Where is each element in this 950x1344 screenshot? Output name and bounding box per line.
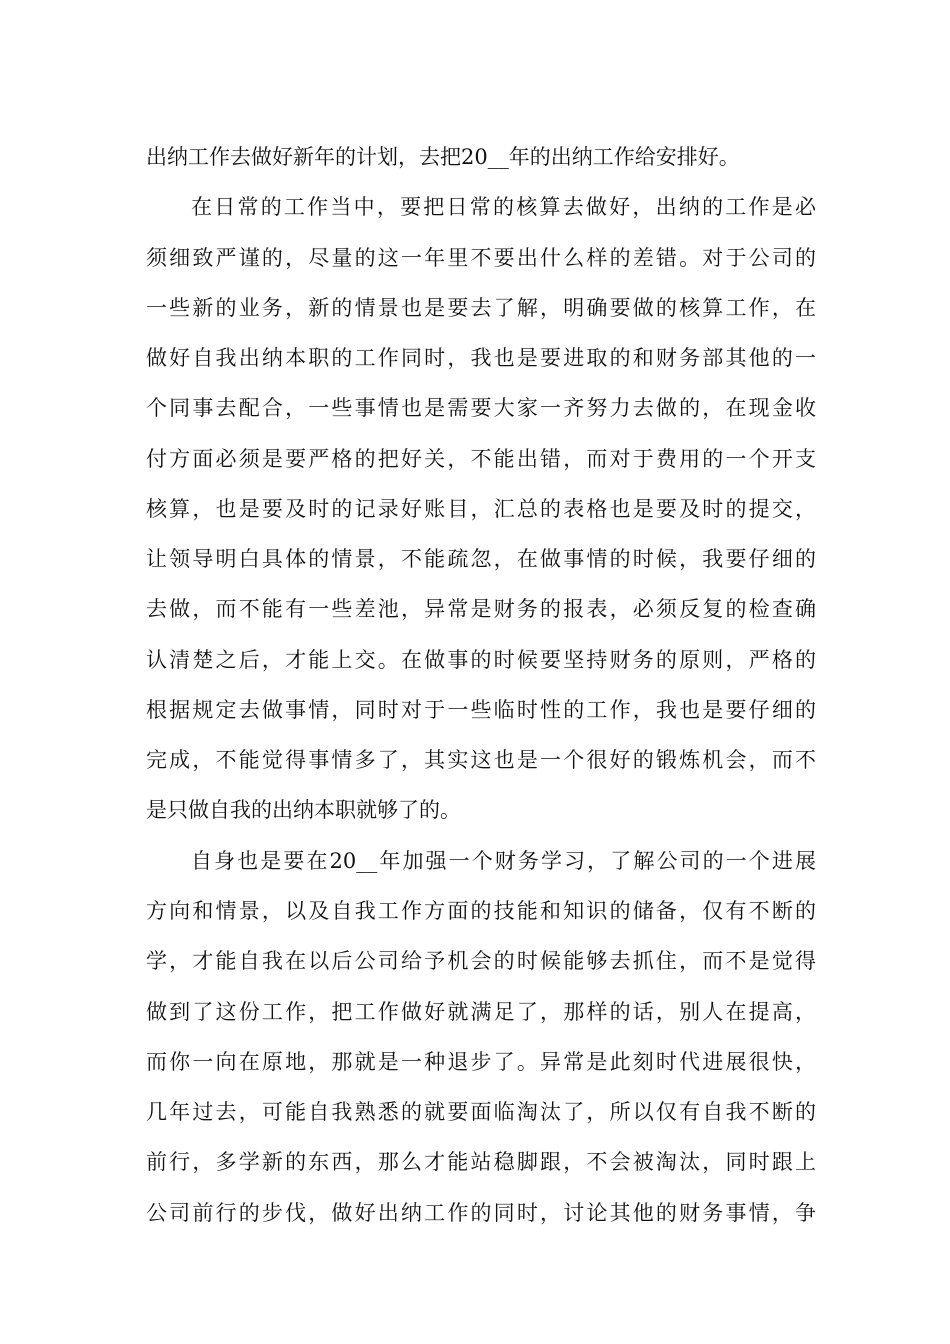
body-text: [146, 132, 816, 1238]
paragraph-start-line: 在日常的工作当中，要把日常的核算去做好，出纳的工作是必: [191, 195, 816, 220]
text-line: 去做，而不能有一些差池，异常是财务的报表，必须反复的检查确: [146, 597, 816, 622]
text-line: 个同事去配合，一些事情也是需要大家一齐努力去做的，在现金收: [146, 396, 816, 421]
text-line: 一些新的业务，新的情景也是要去了解，明确要做的核算工作，在: [146, 295, 816, 320]
text-line: 须细致严谨的，尽量的这一年里不要出什么样的差错。对于公司的: [146, 245, 816, 270]
paragraph-start-line: 自身也是要在20__年加强一个财务学习，了解公司的一个进展: [191, 848, 816, 873]
text-line: 出纳工作去做好新年的计划，去把20__年的出纳工作给安排好。: [146, 145, 740, 169]
text-line: 完成，不能觉得事情多了，其实这也是一个很好的锻炼机会，而不: [146, 748, 816, 773]
text-line: 方向和情景，以及自我工作方面的技能和知识的储备，仅有不断的: [146, 898, 816, 923]
text-line: 公司前行的步伐，做好出纳工作的同时，讨论其他的财务事情，争: [146, 1200, 816, 1225]
text-line: 付方面必须是要严格的把好关，不能出错，而对于费用的一个开支: [146, 446, 816, 471]
text-line: 前行，多学新的东西，那么才能站稳脚跟，不会被淘汰，同时跟上: [146, 1150, 816, 1175]
text-line: 让领导明白具体的情景，不能疏忽，在做事情的时候，我要仔细的: [146, 547, 816, 572]
text-line: 根据规定去做事情，同时对于一些临时性的工作，我也是要仔细的: [146, 697, 816, 722]
text-line: 做到了这份工作，把工作做好就满足了，那样的话，别人在提高，: [146, 999, 816, 1024]
text-line: 做好自我出纳本职的工作同时，我也是要进取的和财务部其他的一: [146, 346, 816, 371]
text-line: 是只做自我的出纳本职就够了的。: [146, 798, 461, 823]
text-line: 而你一向在原地，那就是一种退步了。异常是此刻时代进展很快，: [146, 1049, 816, 1074]
text-line: 几年过去，可能自我熟悉的就要面临淘汰了，所以仅有自我不断的: [146, 1100, 816, 1125]
text-line: 认清楚之后，才能上交。在做事的时候要坚持财务的原则，严格的: [146, 647, 816, 672]
text-line: 学，才能自我在以后公司给予机会的时候能够去抓住，而不是觉得: [146, 949, 816, 974]
text-line: 核算，也是要及时的记录好账目，汇总的表格也是要及时的提交，: [146, 496, 816, 521]
